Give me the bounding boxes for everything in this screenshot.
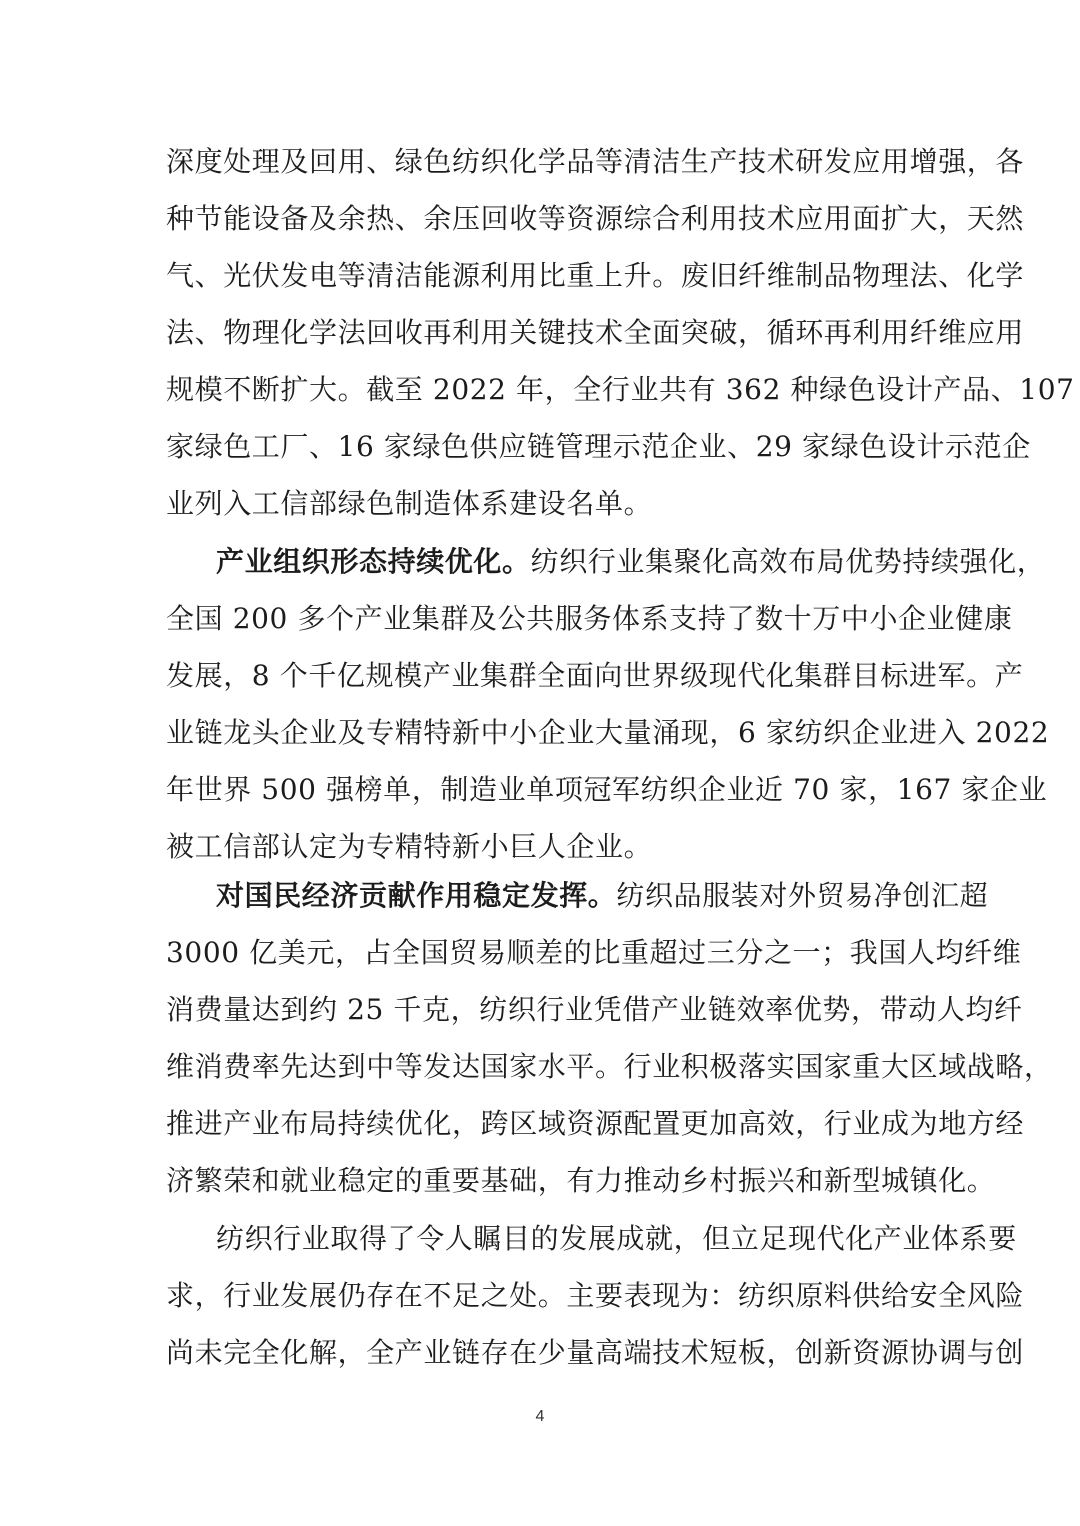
- paragraph-4: [166, 1210, 1025, 1381]
- paragraph-line: 业列入工信部绿色制造体系建设名单。: [166, 487, 653, 520]
- paragraph-line: 3000 亿美元，占全国贸易顺差的比重超过三分之一；我国人均纤维: [166, 936, 1022, 969]
- paragraph-text: 纺织行业集聚化高效布局优势持续强化，: [530, 545, 1046, 578]
- paragraph-line: 种节能设备及余热、余压回收等资源综合利用技术应用面扩大，天然: [166, 202, 1025, 235]
- paragraph-1: [166, 133, 1075, 532]
- paragraph-line: 发展，8 个千亿规模产业集群全面向世界级现代化集群目标进军。产: [166, 659, 1024, 692]
- paragraph-line: 求，行业发展仍存在不足之处。主要表现为：纺织原料供给安全风险: [166, 1279, 1025, 1312]
- paragraph-line: 法、物理化学法回收再利用关键技术全面突破，循环再利用纤维应用: [166, 316, 1025, 349]
- paragraph-line: 深度处理及回用、绿色纺织化学品等清洁生产技术研发应用增强，各: [166, 145, 1025, 178]
- paragraph-first-line: [166, 533, 1046, 590]
- paragraph-line: 年世界 500 强榜单，制造业单项冠军纺织企业近 70 家，167 家企业: [166, 773, 1048, 806]
- paragraph-line: 维消费率先达到中等发达国家水平。行业积极落实国家重大区域战略，: [166, 1050, 1053, 1083]
- paragraph-text: 纺织品服装对外贸易净创汇超: [616, 879, 989, 912]
- paragraph-3: [166, 867, 1053, 1209]
- paragraph-text: 纺织行业取得了令人瞩目的发展成就，但立足现代化产业体系要: [216, 1222, 1017, 1255]
- paragraph-line: 消费量达到约 25 千克，纺织行业凭借产业链效率优势，带动人均纤: [166, 993, 1023, 1026]
- paragraph-2: [166, 533, 1050, 875]
- paragraph-heading: 对国民经济贡献作用稳定发挥。: [216, 879, 617, 912]
- paragraph-line: 业链龙头企业及专精特新中小企业大量涌现，6 家纺织企业进入 2022: [166, 716, 1050, 749]
- paragraph-line: 尚未完全化解，全产业链存在少量高端技术短板，创新资源协调与创: [166, 1336, 1025, 1369]
- paragraph-line: 家绿色工厂、16 家绿色供应链管理示范企业、29 家绿色设计示范企: [166, 430, 1031, 463]
- paragraph-line: 规模不断扩大。截至 2022 年，全行业共有 362 种绿色设计产品、107: [166, 373, 1075, 406]
- paragraph-heading: 产业组织形态持续优化。: [216, 545, 531, 578]
- page-number: 4: [535, 1408, 545, 1425]
- paragraph-first-line: [166, 867, 989, 924]
- paragraph-first-line: [166, 1210, 1017, 1267]
- paragraph-line: 推进产业布局持续优化，跨区域资源配置更加高效，行业成为地方经: [166, 1107, 1025, 1140]
- paragraph-line: 济繁荣和就业稳定的重要基础，有力推动乡村振兴和新型城镇化。: [166, 1164, 996, 1197]
- paragraph-line: 被工信部认定为专精特新小巨人企业。: [166, 830, 653, 863]
- paragraph-line: 气、光伏发电等清洁能源利用比重上升。废旧纤维制品物理法、化学: [166, 259, 1025, 292]
- paragraph-line: 全国 200 多个产业集群及公共服务体系支持了数十万中小企业健康: [166, 602, 1013, 635]
